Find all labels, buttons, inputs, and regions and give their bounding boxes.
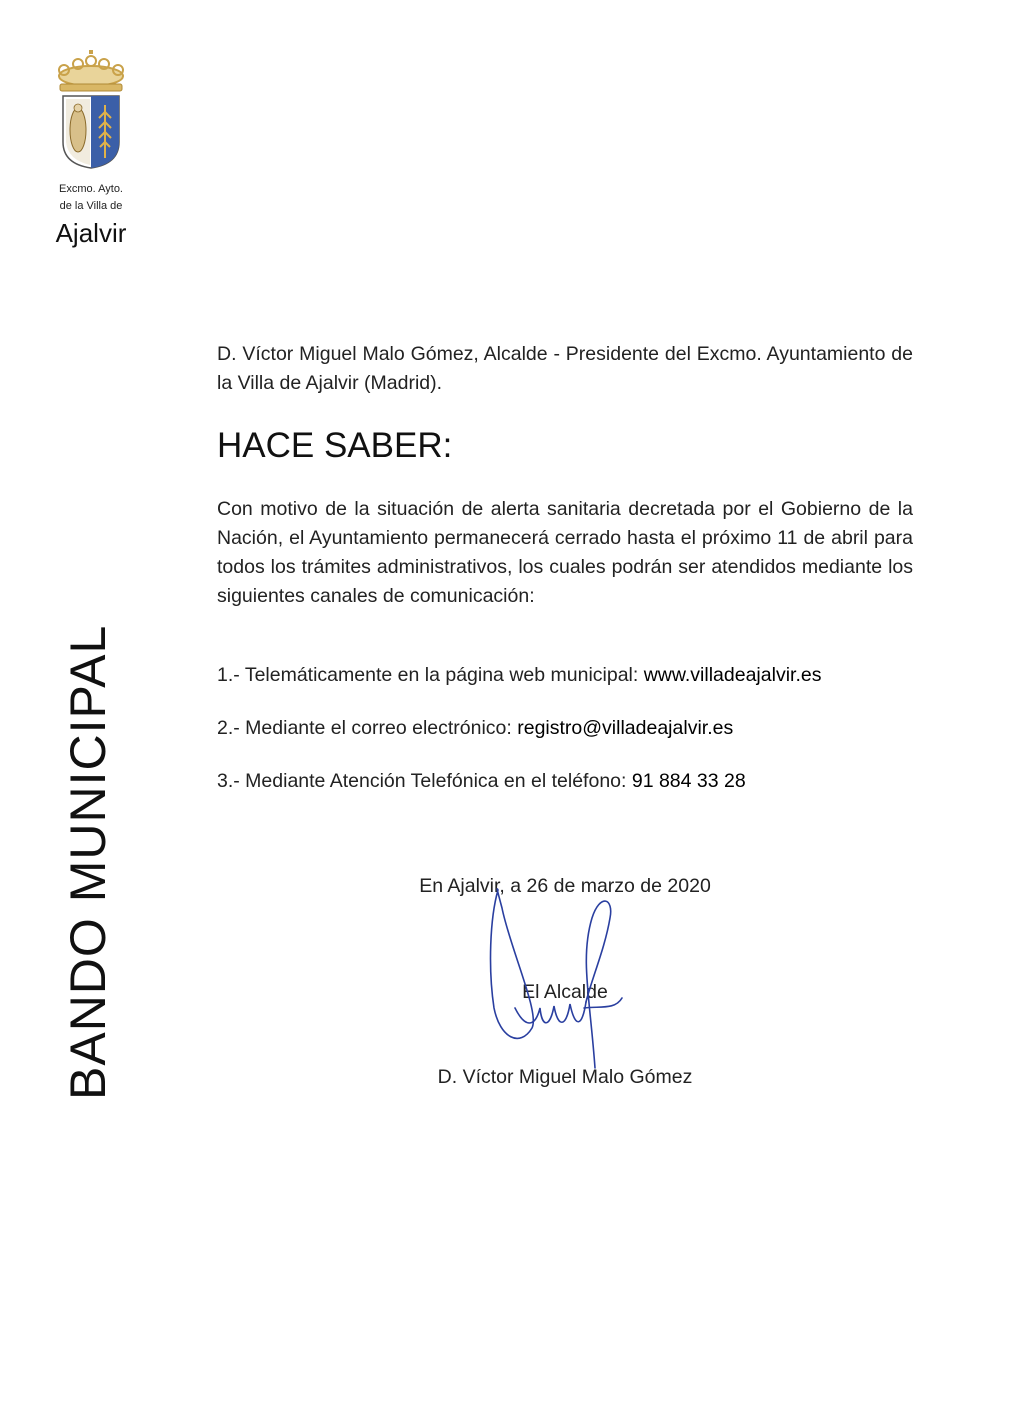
shield-icon [63,96,119,168]
side-title: BANDO MUNICIPAL [60,624,116,1100]
email-link[interactable]: registro@villadeajalvir.es [517,717,734,739]
website-link[interactable]: www.villadeajalvir.es [643,664,822,686]
date-line: En Ajalvir, a 26 de marzo de 2020 [419,875,711,897]
handwritten-signature [480,878,640,1078]
signatory-role: El Alcalde [522,981,608,1003]
channel-label: 1.- Telemáticamente en la página web municipal: [217,664,644,686]
org-name-line-2: de la Villa de [59,200,123,212]
channel-item-email [217,717,733,740]
org-name: Ajalvir [55,218,127,248]
document-heading: HACE SABER: [217,426,453,465]
coat-of-arms-icon [54,50,128,170]
crown-icon [59,50,123,91]
body-paragraph: Con motivo de la situación de alerta sanitaria decretada por el Gobierno de la Nación, el Ayuntamiento permanecerá cerrado hasta el próximo 11 de abril para todos los trámites administrativos, los cuales podrán ser atendidos mediante los siguientes canales de comunicación: [217,498,913,607]
channel-label: 2.- Mediante el correo electrónico: [217,717,518,739]
org-name-line-1: Excmo. Ayto. [59,183,123,195]
phone-number: 91 884 33 28 [631,770,746,792]
signatory-name: D. Víctor Miguel Malo Gómez [437,1066,693,1088]
channel-item-phone [217,770,746,793]
channel-item-web [217,664,821,687]
channel-label: 3.- Mediante Atención Telefónica en el teléfono: [217,770,632,792]
intro-paragraph: D. Víctor Miguel Malo Gómez, Alcalde - Presidente del Excmo. Ayuntamiento de la Villa de Ajalvir (Madrid). [217,343,913,394]
